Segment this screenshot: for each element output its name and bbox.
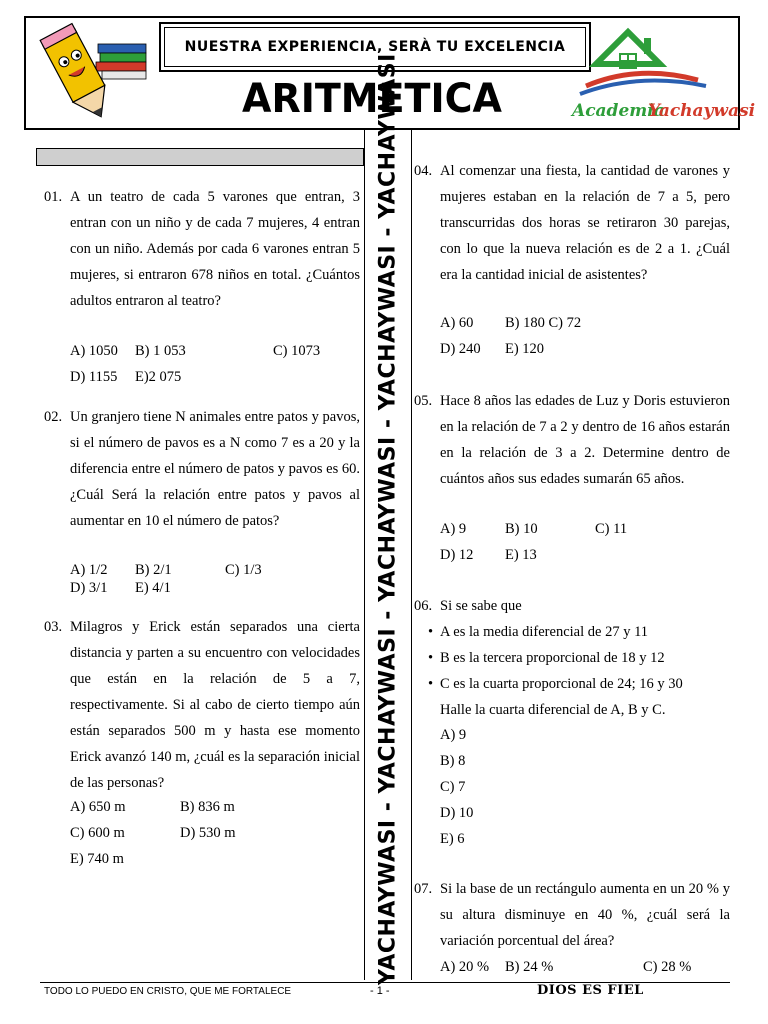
- question-number: 07.: [414, 881, 433, 897]
- question-text: Si se sabe que: [440, 598, 522, 614]
- option-e: E)2 075: [135, 369, 182, 385]
- options-07: [440, 954, 730, 980]
- svg-text:Yachaywasi: Yachaywasi: [648, 101, 756, 121]
- option-b: B) 24 %: [505, 959, 554, 975]
- question-text: Hace 8 años las edades de Luz y Doris estuvieron en la relación de 7 a 2 y dentro de 16 años estarán en la relación de 3 a 2. Determine dentro de cuántos años sus edades sumarán 65 años.: [440, 393, 730, 487]
- question-07: [414, 876, 730, 954]
- option-d: D) 530 m: [180, 825, 236, 841]
- options-03: [70, 794, 360, 872]
- svg-text:Academia: Academia: [572, 101, 665, 121]
- option-a: A) 20 %: [440, 959, 490, 975]
- page-title: ARITMETICA: [242, 76, 502, 122]
- motto-text: NUESTRA EXPERIENCIA, SERÀ TU EXCELENCIA: [164, 27, 586, 67]
- question-02: [44, 404, 360, 534]
- option-a: A) 9: [440, 521, 467, 537]
- option-a: A) 1050: [70, 343, 118, 359]
- question-number: 05.: [414, 393, 433, 409]
- condition-list: [440, 619, 730, 697]
- option-c: C) 28 %: [643, 959, 692, 975]
- question-number: 03.: [44, 619, 63, 635]
- question-text-continued: Halle la cuarta diferencial de A, B y C.: [440, 702, 666, 718]
- option-b: B) 2/1: [135, 562, 172, 578]
- option-d: D) 3/1: [70, 580, 108, 596]
- question-text: Al comenzar una fiesta, la cantidad de varones y mujeres estaban en la relación de 7 a 5, pero transcurridas dos horas se retiraron 30 parejas, con lo que la nueva relación es de 2 a 1. ¿Cuál era la cantidad inicial de asistentes?: [440, 163, 730, 283]
- question-01: [44, 184, 360, 314]
- option-a: A) 650 m: [70, 799, 126, 815]
- question-text: Milagros y Erick están separados una cierta distancia y parten a su encuentro con velocidades que están en la relación de 5 a 7, respectivamente. Si al cabo de cierto tiempo aún están separados 500 m y hasta ese momento Erick avanzó 140 m, ¿cuál es la separación inicial de las personas?: [70, 619, 360, 791]
- question-text: Un granjero tiene N animales entre patos y pavos, si el número de pavos es a N como 7 es a 20 y la diferencia entre el número de patos y pavos es 60. ¿Cuál Será la relación entre patos y pavos al aumentar en 10 el número de patos?: [70, 409, 360, 529]
- option-a: A) 1/2: [70, 562, 108, 578]
- academia-yachaywasi-logo: [568, 24, 756, 124]
- option-d: D) 1155: [70, 369, 118, 385]
- question-06: [414, 593, 730, 619]
- option-b-c: B) 180 C) 72: [505, 315, 582, 331]
- section-bar: [36, 148, 364, 166]
- options-02: [70, 561, 360, 601]
- question-number: 04.: [414, 163, 433, 179]
- option-a: A) 60: [440, 315, 474, 331]
- option-c: C) 1/3: [225, 562, 262, 578]
- option-d: D) 10: [440, 805, 474, 821]
- option-b: B) 1 053: [135, 343, 186, 359]
- option-b: B) 836 m: [180, 799, 235, 815]
- question-03: [44, 614, 360, 796]
- question-04: [414, 158, 730, 288]
- question-number: 01.: [44, 189, 63, 205]
- option-e: E) 120: [505, 341, 545, 357]
- pencil-mascot-logo: [40, 22, 152, 126]
- question-text: Si la base de un rectángulo aumenta en un 20 % y su altura disminuye en 40 %, ¿cuál será la variación porcentual del área?: [440, 881, 730, 949]
- option-b: B) 10: [505, 521, 538, 537]
- question-05: [414, 388, 730, 492]
- condition-item: • A es la media diferencial de 27 y 11: [440, 619, 730, 645]
- side-band-text: YACHAYWASI - YACHAYWASI - YACHAYWASI - YACHAYWASI - YACHAYWASI: [375, 53, 401, 985]
- option-b: B) 8: [440, 753, 466, 769]
- option-d: D) 240: [440, 341, 481, 357]
- options-05: [440, 516, 730, 568]
- option-c: C) 1073: [273, 343, 321, 359]
- options-01: [70, 338, 360, 390]
- option-c: C) 11: [595, 521, 628, 537]
- options-04: [440, 310, 730, 362]
- footer-slogan: DIOS ES FIEL: [537, 983, 644, 998]
- option-e: E) 13: [505, 547, 537, 563]
- condition-item: • C es la cuarta proporcional de 24; 16 y 30: [440, 671, 730, 697]
- option-d: D) 12: [440, 547, 474, 563]
- option-a: A) 9: [440, 727, 467, 743]
- question-number: 02.: [44, 409, 63, 425]
- options-06: [440, 722, 730, 852]
- option-e: E) 6: [440, 831, 465, 847]
- option-c: C) 7: [440, 779, 466, 795]
- question-06-conditions: [440, 619, 730, 723]
- option-e: E) 740 m: [70, 851, 124, 867]
- footer-motto: TODO LO PUEDO EN CRISTO, QUE ME FORTALECE: [44, 986, 292, 997]
- condition-item: • B es la tercera proporcional de 18 y 12: [440, 645, 730, 671]
- question-text: A un teatro de cada 5 varones que entran, 3 entran con un niño y de cada 7 mujeres, 4 entran con un niño. Además por cada 6 varones entran 5 mujeres, si entraron 678 niños en total. ¿Cuántos adultos entraron al teatro?: [70, 189, 360, 309]
- side-band: [364, 53, 412, 985]
- question-number: 06.: [414, 598, 433, 614]
- page-number: - 1 -: [370, 985, 390, 997]
- option-e: E) 4/1: [135, 580, 171, 596]
- option-c: C) 600 m: [70, 825, 125, 841]
